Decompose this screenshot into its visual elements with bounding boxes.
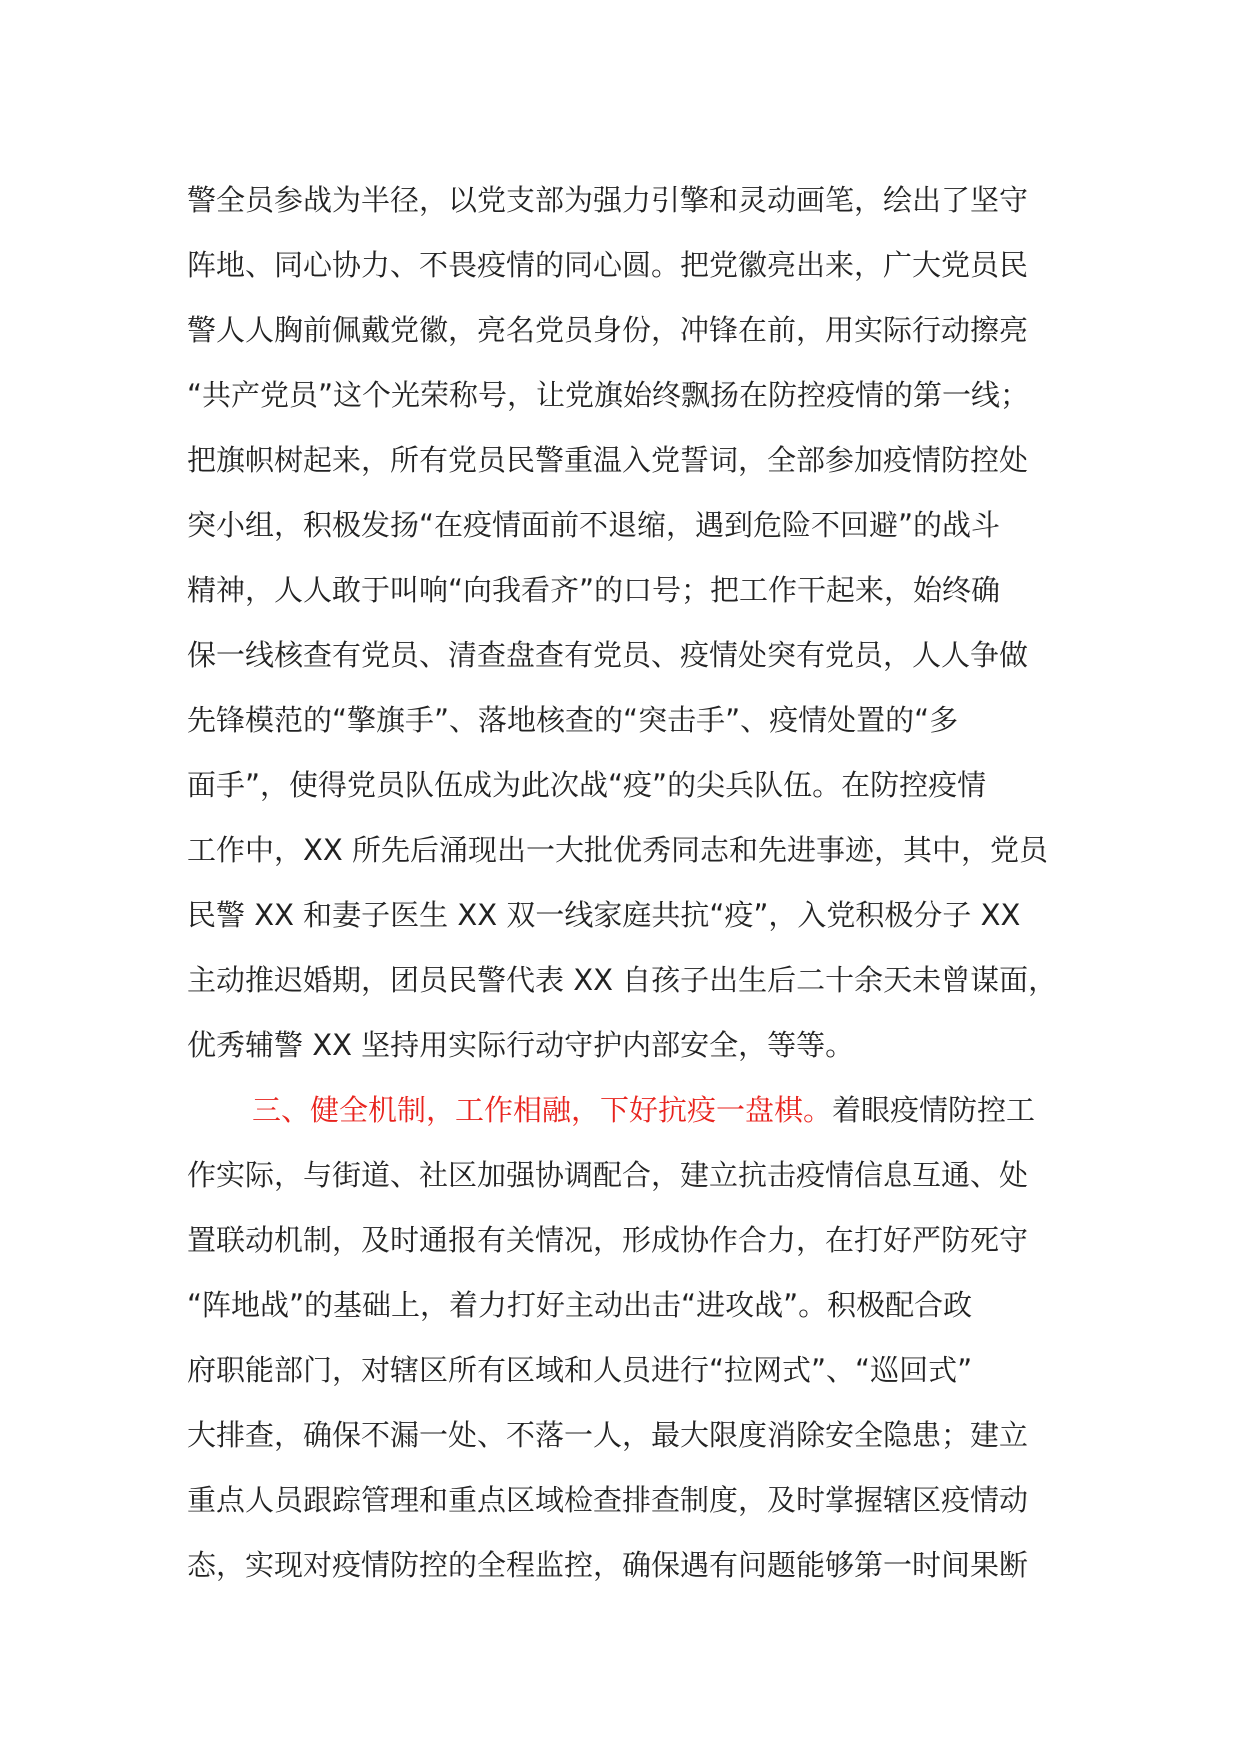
text-line: 民警 XX 和妻子医生 XX 双一线家庭共抗“疫”，入党积极分子 XX bbox=[187, 898, 1021, 932]
text-line: 面手”，使得党员队伍成为此次战“疫”的尖兵队伍。在防控疫情 bbox=[187, 768, 987, 802]
text-line: 置联动机制，及时通报有关情况，形成协作合力，在打好严防死守 bbox=[187, 1223, 1029, 1257]
text-line: 府职能部门，对辖区所有区域和人员进行“拉网式”、“巡回式” bbox=[187, 1353, 973, 1387]
text-line: 重点人员跟踪管理和重点区域检查排查制度，及时掌握辖区疫情动 bbox=[187, 1483, 1029, 1517]
text-line: 先锋模范的“擎旗手”、落地核查的“突击手”、疫情处置的“多 bbox=[187, 703, 959, 737]
text-line: 大排查，确保不漏一处、不落一人，最大限度消除安全隐患；建立 bbox=[187, 1418, 1029, 1452]
text-line: 主动推迟婚期，团员民警代表 XX 自孩子出生后二十余天未曾谋面， bbox=[187, 963, 1058, 997]
text-line: 态，实现对疫情防控的全程监控，确保遇有问题能够第一时间果断 bbox=[187, 1548, 1029, 1582]
text-line: “阵地战”的基础上，着力打好主动出击“进攻战”。积极配合政 bbox=[187, 1288, 973, 1322]
paragraph-section-3 bbox=[187, 1078, 1067, 1598]
section-3-first-line bbox=[187, 1078, 1067, 1143]
text-line: 阵地、同心协力、不畏疫情的同心圆。把党徽亮出来，广大党员民 bbox=[187, 248, 1029, 282]
text-line: 把旗帜树起来，所有党员民警重温入党誓词，全部参加疫情防控处 bbox=[187, 443, 1029, 477]
section-3-heading: 三、健全机制，工作相融，下好抗疫一盘棋。 bbox=[252, 1093, 833, 1127]
text-line: 工作中，XX 所先后涌现出一大批优秀同志和先进事迹，其中，党员 bbox=[187, 833, 1048, 867]
text-line: 警人人胸前佩戴党徽，亮名党员身份，冲锋在前，用实际行动擦亮 bbox=[187, 313, 1029, 347]
text-line: 精神，人人敢于叫响“向我看齐”的口号；把工作干起来，始终确 bbox=[187, 573, 1001, 607]
paragraph-party-members bbox=[187, 168, 1067, 1078]
text-line: 保一线核查有党员、清查盘查有党员、疫情处突有党员，人人争做 bbox=[187, 638, 1029, 672]
document-body bbox=[187, 168, 1067, 1598]
text-line: 作实际，与街道、社区加强协调配合，建立抗击疫情信息互通、处 bbox=[187, 1158, 1029, 1192]
text-line: 优秀辅警 XX 坚持用实际行动守护内部安全，等等。 bbox=[187, 1028, 855, 1062]
section-3-first-line-rest: 着眼疫情防控工 bbox=[832, 1093, 1036, 1127]
text-line: 突小组，积极发扬“在疫情面前不退缩，遇到危险不回避”的战斗 bbox=[187, 508, 1001, 542]
text-line: 警全员参战为半径，以党支部为强力引擎和灵动画笔，绘出了坚守 bbox=[187, 183, 1029, 217]
text-line: “共产党员”这个光荣称号，让党旗始终飘扬在防控疫情的第一线； bbox=[187, 378, 1030, 412]
